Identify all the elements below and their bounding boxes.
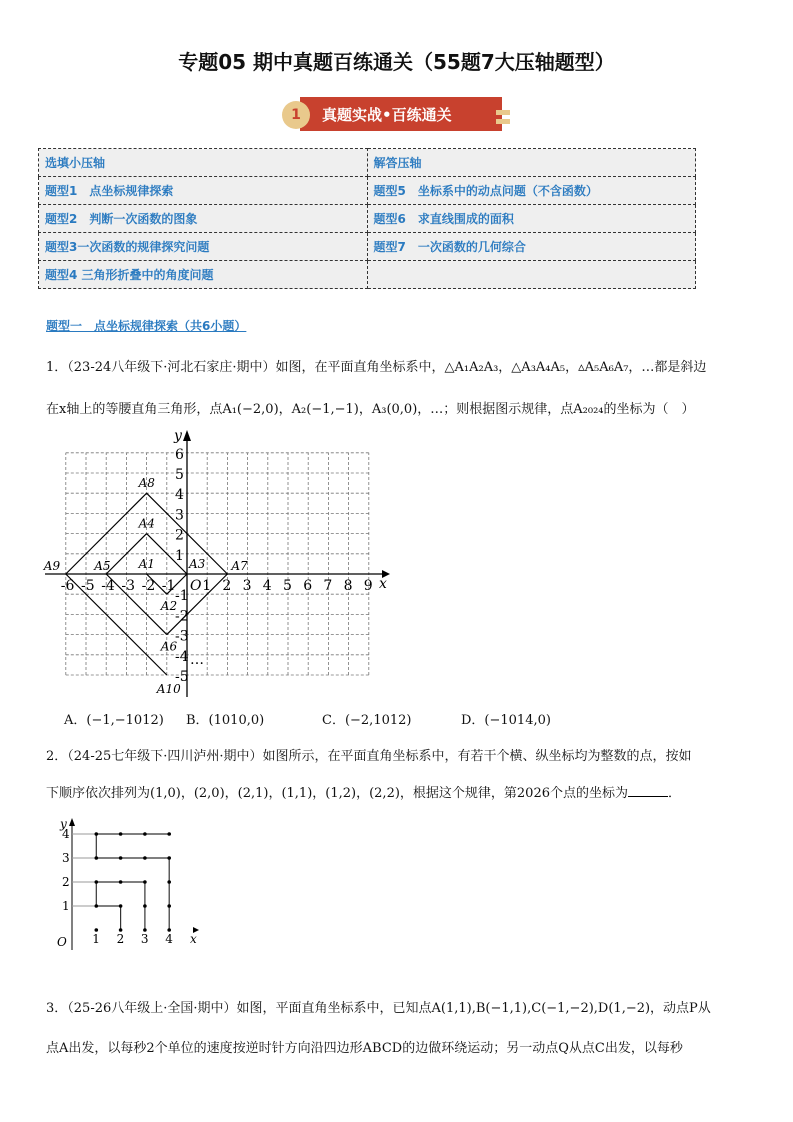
lattice-point (119, 856, 123, 860)
point-label: A6 (160, 639, 178, 654)
x-tick-label: 4 (165, 932, 173, 946)
lattice-point (167, 904, 171, 908)
y-tick-label: 5 (175, 467, 184, 483)
y-axis-arrow (69, 818, 75, 826)
y-tick-label: 4 (175, 487, 184, 504)
point-label: A5 (94, 559, 111, 573)
x-tick-label: 7 (323, 578, 333, 594)
y-tick-label: 3 (62, 851, 70, 865)
banner-number: 1 (282, 101, 310, 129)
x-tick-label: 5 (283, 578, 292, 594)
point-label: A3 (189, 557, 206, 571)
toc-item[interactable]: 题型2 判断一次函数的图象 (39, 205, 368, 233)
y-tick-label: 1 (62, 899, 70, 913)
x-tick-label: -4 (101, 578, 115, 594)
q3-text-line1: 3．（25-26八年级上·全国·期中）如图，平面直角坐标系中，已知点A(1,1),B(−1,1),C(−1,−2),D(1,−2)，动点P从 (46, 1001, 711, 1016)
ellipsis: … (190, 652, 204, 668)
y-tick-label: 3 (175, 507, 184, 524)
toc-item[interactable]: 题型4 三角形折叠中的角度问题 (39, 261, 368, 289)
q1-text-line1: 1．（23-24八年级下·河北石家庄·期中）如图，在平面直角坐标系中，△A₁A₂A₃，△A₃A₄A₅，▵A₅A₆A₇，…都是斜边 (46, 360, 707, 375)
x-tick-label: 2 (222, 578, 232, 594)
x-tick-label: -6 (60, 578, 75, 594)
point-label: A1 (138, 557, 155, 571)
y-tick-label: 2 (175, 527, 184, 544)
origin-label: O (57, 935, 67, 949)
q2-text: 下顺序依次排列为(1,0)，(2,0)，(2,1)，(1,1)，(1,2)，(2,2)，根据这个规律，第2026个点的坐标为 (46, 786, 628, 801)
point-label: A4 (138, 516, 155, 531)
y-tick-label: -5 (175, 669, 189, 685)
lattice-point (143, 856, 147, 860)
toc-item[interactable]: 题型6 求直线围成的面积 (367, 205, 696, 233)
option-b[interactable]: B．(1010,0) (186, 713, 265, 728)
y-tick-label: 6 (175, 446, 184, 463)
option-c[interactable]: C．(−2,1012) (322, 713, 412, 728)
y-tick-label: -1 (175, 588, 189, 605)
page-title: 专题05 期中真题百练通关（55题7大压轴题型） (178, 50, 615, 74)
toc-item[interactable]: 题型3一次函数的规律探究问题 (39, 233, 368, 261)
toc-item[interactable]: 题型1 点坐标规律探索 (39, 177, 368, 205)
x-axis-label: x (190, 932, 197, 946)
x-tick-label: 3 (140, 932, 149, 946)
lattice-point (143, 832, 147, 836)
q2-end: ． (668, 786, 682, 801)
point-label: A10 (156, 682, 181, 696)
x-axis-label: x (379, 576, 387, 592)
point-label: A2 (160, 599, 178, 614)
point-label: A9 (43, 559, 61, 573)
x-tick-label: -2 (141, 578, 156, 594)
x-tick-label: 6 (303, 578, 313, 594)
x-tick-label: 2 (116, 932, 125, 946)
x-tick-label: 8 (343, 578, 353, 594)
option-a[interactable]: A．(−1,−1012) (64, 713, 164, 728)
lattice-point (167, 856, 171, 860)
x-tick-label: 9 (363, 578, 373, 594)
q3-text-line2: 点A出发，以每秒2个单位的速度按逆时针方向沿四边形ABCD的边做环绕运动；另一动点Q从点C出发，以每秒 (46, 1041, 683, 1056)
lattice-point (167, 832, 171, 836)
section-heading[interactable]: 题型一 点坐标规律探索（共6小题） (46, 319, 247, 333)
lattice-point (143, 904, 147, 908)
lattice-point (143, 880, 147, 884)
toc-item[interactable]: 选填小压轴 (39, 149, 368, 177)
option-d[interactable]: D．(−1014,0) (461, 713, 551, 728)
y-tick-label: 4 (62, 827, 70, 841)
y-tick-label: -2 (175, 608, 189, 625)
toc-item[interactable]: 解答压轴 (367, 149, 696, 177)
y-tick-label: -4 (175, 648, 189, 665)
x-tick-label: -3 (121, 578, 136, 594)
lattice-point (119, 880, 123, 884)
origin-label: O (190, 578, 202, 594)
lattice-point (167, 880, 171, 884)
x-tick-label: 1 (202, 578, 212, 594)
lattice-point (95, 904, 99, 908)
x-tick-label: -5 (81, 578, 95, 594)
y-axis-label: y (60, 817, 67, 831)
point-label: A8 (138, 476, 155, 491)
lattice-point (119, 904, 123, 908)
x-tick-label: 3 (242, 578, 252, 594)
x-tick-label: 1 (92, 932, 100, 946)
banner-label: 真题实战•百练通关 (322, 106, 452, 124)
y-axis-label: y (174, 428, 182, 444)
x-tick-label: 4 (262, 578, 272, 594)
lattice-point (95, 856, 99, 860)
lattice-point (119, 832, 123, 836)
q1-text-line2: 在x轴上的等腰直角三角形，点A₁(−2,0)，A₂(−1,−1)，A₃(0,0)，…；则根据图示规律，点A₂₀₂₄的坐标为（ ） (46, 402, 695, 417)
y-tick-label: 1 (175, 547, 184, 564)
x-tick-label: -1 (161, 578, 176, 594)
toc-item[interactable]: 题型5 坐标系中的动点问题（不含函数） (367, 177, 696, 205)
point-label: A7 (231, 559, 248, 573)
y-tick-label: -3 (175, 628, 189, 645)
toc-item[interactable]: 题型7 一次函数的几何综合 (367, 233, 696, 261)
lattice-point (95, 832, 99, 836)
lattice-point (95, 880, 99, 884)
y-tick-label: 2 (62, 875, 70, 889)
q2-text-line1: 2．（24-25七年级下·四川泸州·期中）如图所示，在平面直角坐标系中，有若干个横、纵坐标均为整数的点，按如 (46, 749, 692, 764)
